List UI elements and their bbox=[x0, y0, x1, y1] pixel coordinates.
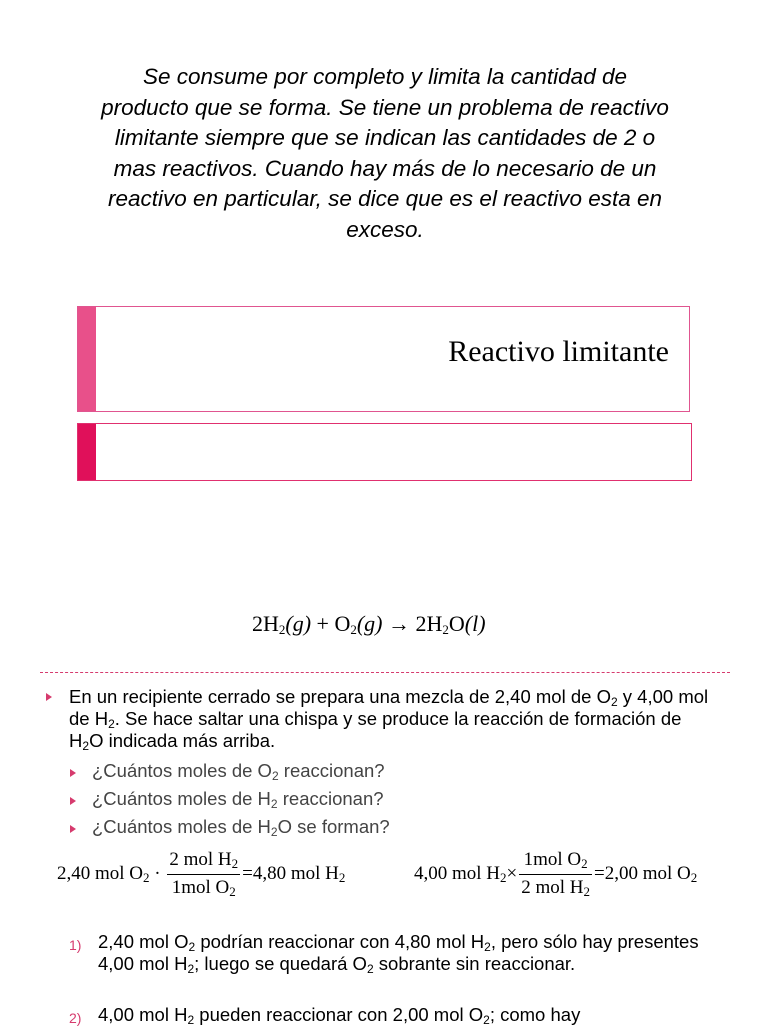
subscript: 2 bbox=[187, 962, 195, 976]
calc-operator: · bbox=[149, 862, 166, 884]
calc-result: =4,80 mol H bbox=[242, 862, 339, 884]
item-text-part: , pero sólo hay presentes 4,00 mol H bbox=[98, 931, 699, 974]
item-text-part: podrían reaccionar con 4,80 mol H bbox=[195, 931, 485, 952]
subscript: 2 bbox=[231, 856, 239, 871]
fraction-numerator bbox=[167, 849, 240, 875]
dashed-divider bbox=[40, 672, 730, 673]
item-text-part: sobrante sin reaccionar. bbox=[373, 953, 576, 974]
subscript: 2 bbox=[610, 695, 618, 709]
subscript: 2 bbox=[442, 622, 449, 637]
question-1 bbox=[92, 760, 385, 782]
problem-paragraph bbox=[69, 686, 719, 752]
coef-3: 2 bbox=[415, 611, 427, 636]
denominator-text: 1mol O bbox=[171, 877, 230, 898]
question-text: ¿Cuántos moles de O bbox=[92, 760, 272, 781]
title-accent-bar bbox=[78, 307, 96, 411]
question-text: reaccionan? bbox=[278, 760, 385, 781]
subscript: 2 bbox=[484, 940, 491, 954]
numerator-text: 1mol O bbox=[523, 849, 582, 870]
subtitle-box bbox=[77, 423, 692, 481]
element-o: O bbox=[334, 611, 351, 636]
element-h: H bbox=[426, 611, 443, 636]
item-number: 1) bbox=[69, 937, 82, 953]
plus-sign: + bbox=[311, 611, 335, 636]
reaction-equation bbox=[252, 611, 486, 638]
sub-bullet-triangle-icon bbox=[70, 769, 76, 777]
state-l: (l) bbox=[464, 611, 486, 636]
fraction-numerator bbox=[519, 849, 592, 875]
subscript: 2 bbox=[187, 1013, 195, 1027]
item-number: 2) bbox=[69, 1010, 82, 1026]
item-text-part: 2,40 mol O bbox=[98, 931, 189, 952]
question-2 bbox=[92, 788, 384, 810]
subscript: 2 bbox=[690, 869, 698, 885]
calculation-2 bbox=[414, 849, 697, 900]
subscript: 2 bbox=[500, 869, 507, 885]
denominator-text: 2 mol H bbox=[521, 877, 584, 898]
calc-operator: × bbox=[506, 862, 518, 884]
subscript: 2 bbox=[270, 797, 278, 811]
bullet-triangle-icon bbox=[46, 693, 52, 701]
subscript: 2 bbox=[583, 884, 591, 899]
subscript: 2 bbox=[108, 717, 115, 731]
subscript: 2 bbox=[350, 622, 357, 637]
subscript: 2 bbox=[278, 622, 286, 637]
item-text-part: ; como hay bbox=[489, 1004, 581, 1025]
subscript: 2 bbox=[82, 739, 90, 753]
subscript: 2 bbox=[581, 856, 588, 871]
item-text bbox=[98, 1004, 718, 1026]
question-text: ¿Cuántos moles de H bbox=[92, 788, 271, 809]
para-text: En un recipiente cerrado se prepara una mezcla de 2,40 mol de O bbox=[69, 686, 611, 707]
element-h: H bbox=[263, 611, 279, 636]
question-text: ¿Cuántos moles de H bbox=[92, 816, 271, 837]
subtitle-accent-bar bbox=[78, 424, 96, 480]
calc-term: 2,40 mol O bbox=[57, 862, 144, 884]
item-text-part: 4,00 mol H bbox=[98, 1004, 188, 1025]
subscript: 2 bbox=[271, 769, 279, 783]
para-text: y 4,00 mol de H bbox=[69, 686, 709, 729]
para-text: . Se hace saltar una chispa y se produce la reacción de formación de H bbox=[69, 708, 682, 751]
state-g: (g) bbox=[356, 611, 383, 636]
subscript: 2 bbox=[338, 869, 346, 885]
question-3 bbox=[92, 816, 390, 838]
calc-term: 4,00 mol H bbox=[414, 862, 501, 884]
item-text bbox=[98, 931, 718, 975]
para-text: O indicada más arriba. bbox=[89, 730, 276, 751]
subscript: 2 bbox=[143, 869, 150, 885]
coef-1: 2 bbox=[252, 611, 263, 636]
page-title: Reactivo limitante bbox=[448, 335, 669, 368]
calc-result: =2,00 mol O bbox=[594, 862, 691, 884]
reaction-arrow: → bbox=[382, 611, 416, 636]
conversion-fraction bbox=[519, 849, 592, 900]
calculation-1 bbox=[57, 849, 345, 900]
subscript: 2 bbox=[366, 962, 374, 976]
element-o: O bbox=[448, 611, 465, 636]
subscript: 2 bbox=[188, 940, 196, 954]
subscript: 2 bbox=[229, 884, 236, 899]
title-box bbox=[77, 306, 690, 412]
state-g: (g) bbox=[285, 611, 312, 636]
sub-bullet-triangle-icon bbox=[70, 797, 76, 805]
question-text: reaccionan? bbox=[277, 788, 384, 809]
numerator-text: 2 mol H bbox=[169, 849, 232, 870]
question-text: O se forman? bbox=[277, 816, 390, 837]
item-text-part: ; luego se quedará O bbox=[194, 953, 367, 974]
fraction-denominator bbox=[519, 875, 592, 900]
fraction-denominator bbox=[167, 875, 240, 900]
conversion-fraction bbox=[167, 849, 240, 900]
intro-text: Se consume por completo y limita la cantidad de producto que se forma. Se tiene un problema de reactivo limitante siempre que se indican las cantidades de 2 o mas reactivos. Cuando hay más de lo necesario de un reactivo en particular, se dice que es el reactivo esta en exceso. bbox=[101, 64, 669, 242]
subscript: 2 bbox=[270, 825, 278, 839]
item-text-part: pueden reaccionar con 2,00 mol O bbox=[194, 1004, 484, 1025]
sub-bullet-triangle-icon bbox=[70, 825, 76, 833]
subscript: 2 bbox=[483, 1013, 490, 1027]
